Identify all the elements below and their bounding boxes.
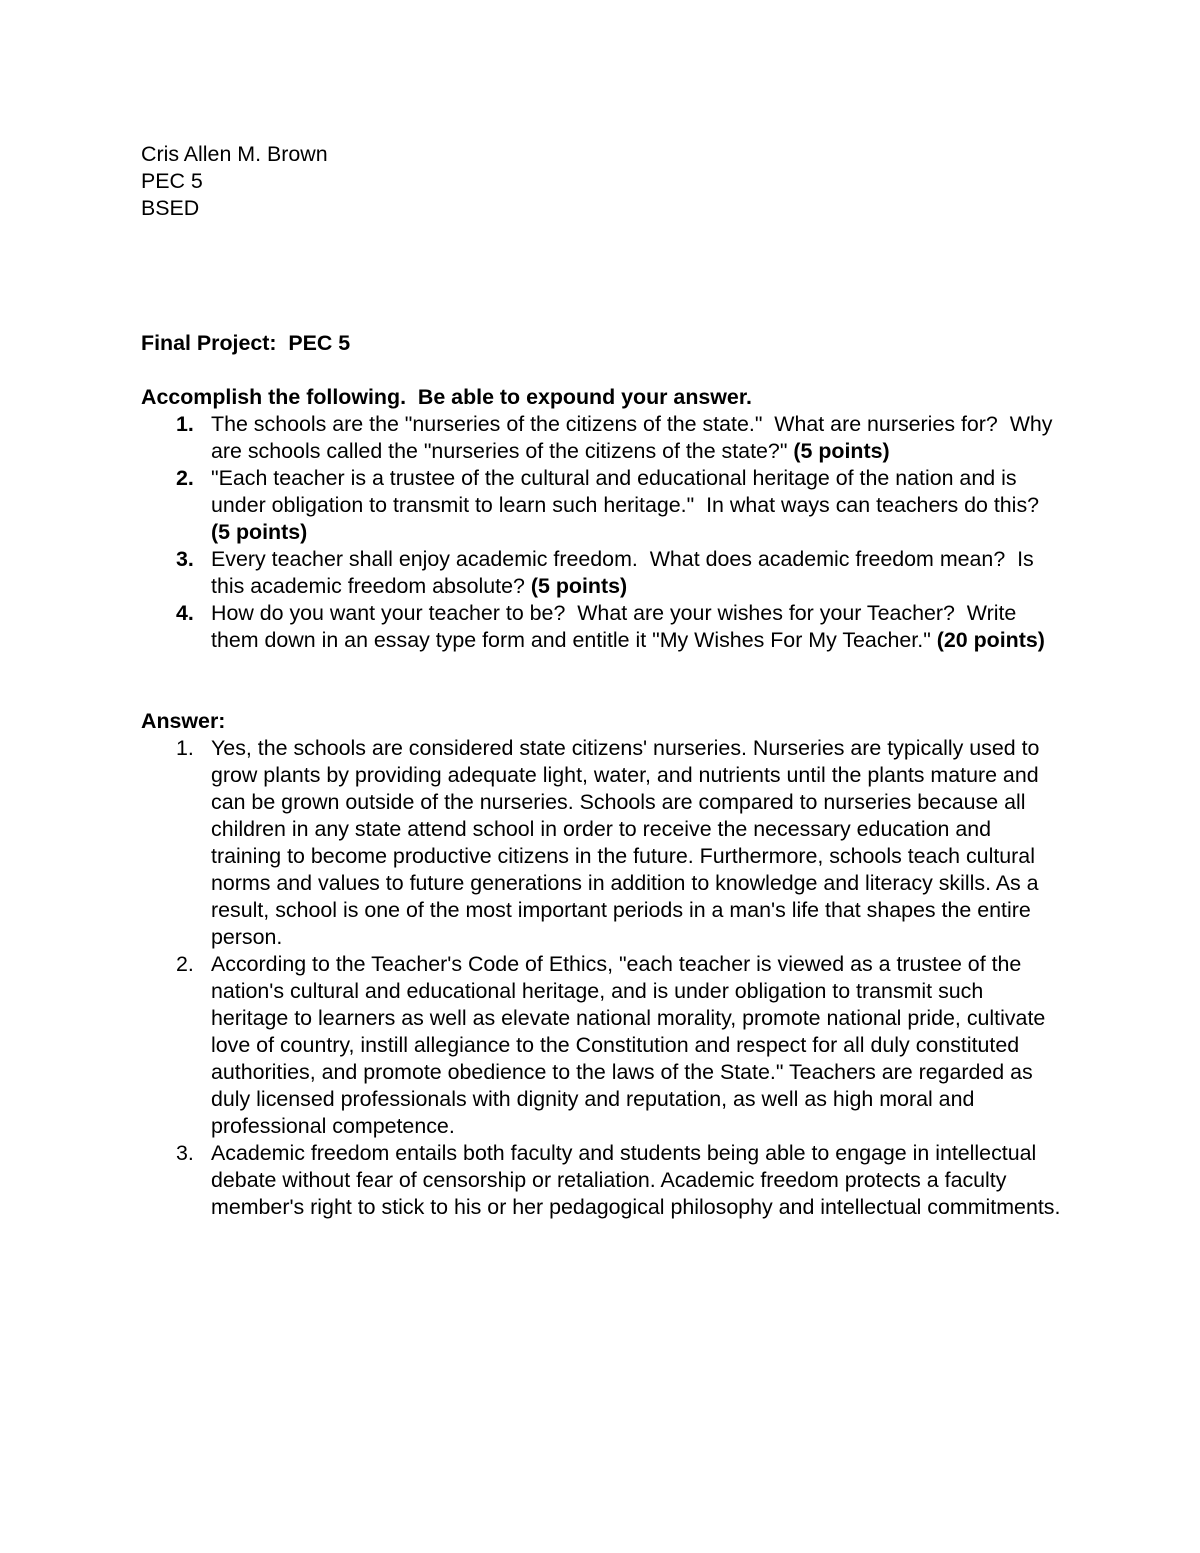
question-text: How do you want your teacher to be? What are your wishes for your Teacher? Write them down in an essay type form and entitle it "My Wishes For My Teacher." — [211, 601, 1023, 652]
question-text: The schools are the "nurseries of the citizens of the state." What are nurseries for? Why are schools called the "nurseries of the citizens of the state?" — [211, 412, 1059, 463]
question-text: Every teacher shall enjoy academic freedom. What does academic freedom mean? Is this academic freedom absolute? — [211, 547, 1040, 598]
answer-text: Yes, the schools are considered state citizens' nurseries. Nurseries are typically used to grow plants by providing adequate light, water, and nutrients until the plants mature and can be grown outside of the nurseries. Schools are compared to nurseries because all children in any state attend school in order to receive the necessary education and training to become productive citizens in the future. Furthermore, schools teach cultural norms and values to future generations in addition to knowledge and literacy skills. As a result, school is one of the most important periods in a man's life that shapes the entire person. — [211, 736, 1040, 949]
question-number: 4. — [176, 601, 194, 625]
question-item — [141, 465, 1061, 546]
document-content — [141, 141, 1061, 1221]
project-title: Final Project: PEC 5 — [141, 331, 351, 355]
question-item — [141, 546, 1061, 600]
question-points: (20 points) — [936, 628, 1045, 652]
answer-number: 3. — [176, 1141, 194, 1165]
question-item — [141, 411, 1061, 465]
question-points: (5 points) — [793, 439, 890, 463]
questions-list — [141, 411, 1061, 654]
answer-item — [141, 735, 1061, 951]
student-header — [141, 141, 1061, 222]
answer-number: 2. — [176, 952, 194, 976]
answer-text: According to the Teacher's Code of Ethics, "each teacher is viewed as a trustee of the nation's cultural and educational heritage, and is under obligation to transmit such heritage to learners as well as elevate national morality, promote national pride, cultivate love of country, instill allegiance to the Constitution and respect for all duly constituted authorities, and promote obedience to the laws of the State." Teachers are regarded as duly licensed professionals with dignity and reputation, as well as high moral and professional competence. — [211, 952, 1046, 1138]
question-points: (5 points) — [211, 520, 308, 544]
answer-item — [141, 951, 1061, 1140]
question-number: 2. — [176, 466, 194, 490]
course-code: PEC 5 — [141, 169, 203, 193]
question-text: "Each teacher is a trustee of the cultural and educational heritage of the nation and is under obligation to transmit to learn such heritage." In what ways can teachers do this? — [211, 466, 1045, 517]
instructions-heading: Accomplish the following. Be able to expound your answer. — [141, 385, 752, 409]
program-name: BSED — [141, 196, 200, 220]
question-item — [141, 600, 1061, 654]
answer-text: Academic freedom entails both faculty and students being able to engage in intellectual debate without fear of censorship or retaliation. Academic freedom protects a faculty member's right to stick to his or her pedagogical philosophy and intellectual commitments. — [211, 1141, 1061, 1219]
answer-heading: Answer: — [141, 709, 226, 733]
answer-item — [141, 1140, 1061, 1221]
answer-number: 1. — [176, 736, 194, 760]
question-number: 3. — [176, 547, 194, 571]
question-points: (5 points) — [530, 574, 628, 598]
answers-list — [141, 735, 1061, 1221]
student-name: Cris Allen M. Brown — [141, 142, 328, 166]
question-number: 1. — [176, 412, 194, 436]
